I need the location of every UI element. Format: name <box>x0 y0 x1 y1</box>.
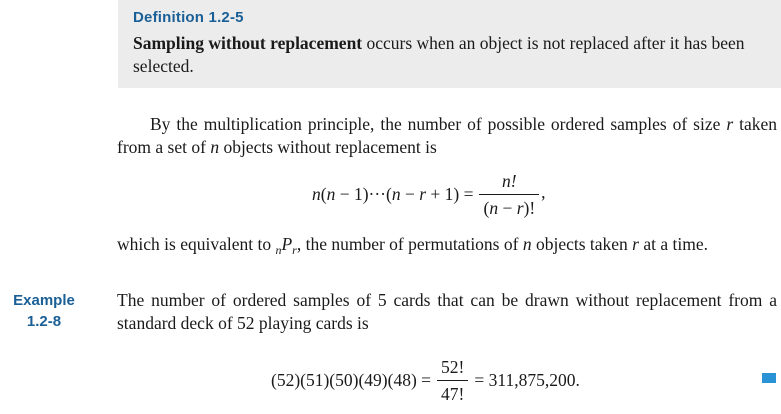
var-r-2: r <box>632 234 639 254</box>
equation2-lhs: (52)(51)(50)(49)(48) = <box>271 369 432 390</box>
para1-text-2: taken from a set of <box>117 114 778 157</box>
perm-P: P <box>281 234 293 254</box>
para2-text-2: , the number of permutations of <box>296 234 523 254</box>
den-minus: − <box>498 197 517 218</box>
equation1-fraction <box>479 170 539 219</box>
example-label-word: Example <box>13 292 75 309</box>
paragraph-multiplication-principle <box>117 113 777 159</box>
example-body: The number of ordered samples of 5 cards that can be drawn without replacement from a standard deck of 52 playing cards is <box>117 290 777 333</box>
equation1-lhs <box>312 184 473 205</box>
sub-r: r <box>292 243 297 257</box>
var-n: n <box>210 137 220 157</box>
eq1-r: r <box>419 183 427 204</box>
equation-permutations <box>312 164 546 224</box>
eq1-paren: ( <box>320 183 327 204</box>
equation1-denominator <box>479 194 539 219</box>
end-of-example-marker <box>762 373 776 383</box>
den-n: n <box>489 197 499 218</box>
equation1-numerator: n! <box>502 170 517 191</box>
definition-body <box>133 32 773 78</box>
eq1-minus1: − 1)···( <box>335 183 392 204</box>
definition-title: Definition 1.2-5 <box>133 9 244 26</box>
para2-text-1: which is equivalent to <box>117 234 276 254</box>
eq1-n2: n <box>326 183 336 204</box>
eq1-n: n <box>312 183 321 204</box>
presub-n: n <box>275 243 282 257</box>
para1-text-3: objects without replacement is <box>219 137 437 157</box>
paragraph-permutations <box>117 233 781 262</box>
para2-text-3: objects taken <box>531 234 633 254</box>
den-r: r <box>516 197 524 218</box>
den-close: )! <box>523 197 536 218</box>
eq1-plus1: + 1) = <box>426 183 474 204</box>
para1-text-1: By the multiplication principle, the number of possible ordered samples of size <box>150 114 727 134</box>
equation-example <box>271 352 580 408</box>
equation2-rhs: = 311,875,200. <box>474 369 580 390</box>
eq1-minus: − <box>400 183 420 204</box>
example-label-number: 1.2-8 <box>26 313 62 330</box>
equation2-denominator: 47! <box>437 380 468 405</box>
para2-text-4: at a time. <box>638 234 708 254</box>
eq1-n3: n <box>391 183 401 204</box>
equation2-numerator: 52! <box>441 356 465 377</box>
definition-term: Sampling without replacement <box>133 33 363 53</box>
var-n-2: n <box>522 234 532 254</box>
example-label <box>11 290 77 332</box>
den-open: ( <box>483 197 490 218</box>
var-r: r <box>726 114 734 134</box>
equation2-fraction <box>437 356 468 405</box>
definition-text: occurs when an object is not replaced after it has been selected. <box>133 33 745 76</box>
equation1-trail: , <box>541 182 546 202</box>
